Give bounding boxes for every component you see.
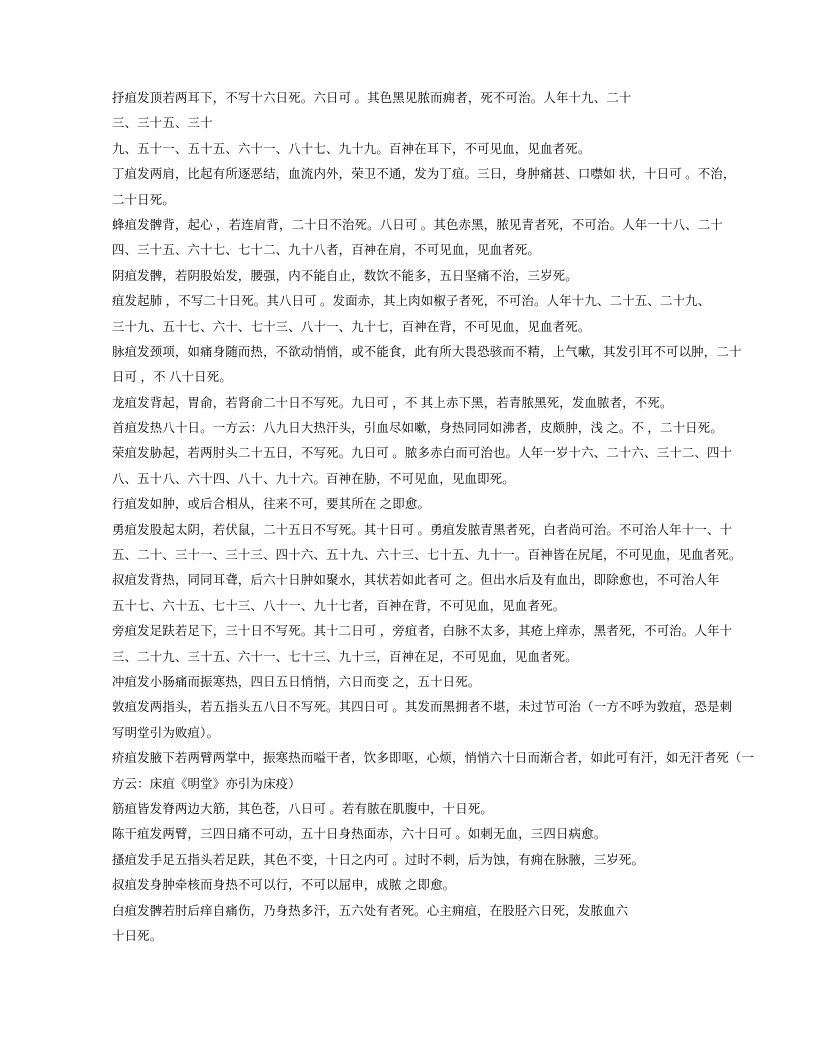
text-line: 敦疽发两指头，若五指头五八日不写死。其四日可 。其发而黑拥者不堪，未过节可治（一方不呼为敦疽，恐是刺 <box>112 700 733 715</box>
text-line: 日可 ，不 八十日死。 <box>112 370 232 385</box>
text-line: 白疽发髀若肘后痒自痛伤，乃身热多汗，五六处有者死。心主痈疽，在股胫六日死，发脓血六 <box>112 903 629 918</box>
text-line: 写明堂引为败疽）。 <box>112 725 220 740</box>
text-line: 叔疽发身肿牵核而身热不可以行，不可以屈申，成脓 之即愈。 <box>112 878 456 893</box>
text-line: 荣疽发胁起，若两肘头二十五日，不写死。九日可 。脓多赤白而可治也。人年一岁十六、二十六、三十二、四十 <box>112 446 733 461</box>
text-line: 龙疽发背起，胃俞，若肾俞二十日不写死。九日可 ，不 其上赤下黑，若青脓黑死，发血脓者，不死。 <box>112 395 673 410</box>
text-line: 三十九、五十七、六十、七十三、八十一、九十七，百神在背，不可见血，见血者死。 <box>112 319 591 334</box>
text-line: 丁疽发两肩，比起有所逐恶结，血流内外，荣卫不通，发为丁疽。三日，身肿痛甚、口噤如 状，十日可 。不治， <box>112 167 736 182</box>
text-line: 五、二十、三十一、三十三、四十六、五十九、六十三、七十五、九十一。百神皆在尻尾，不可见血，见血者死。 <box>112 548 742 563</box>
document-text-block <box>112 86 755 949</box>
text-line: 疥疽发腋下若两臂两掌中，振寒热而嗌干者，饮多即呕，心烦，悄悄六十日而渐合者，如此可有汗，如无汗者死（一 <box>112 751 755 766</box>
text-line: 首疽发热八十日。一方云：八九日大热汗头，引血尽如嗽，身热同同如沸者，皮颇肿，浅 之。不 ，二十日死。 <box>112 421 723 436</box>
text-line: 三、二十九、三十五、六十一、七十三、九十三，百神在足，不可见血，见血者死。 <box>112 649 578 664</box>
text-line: 阴疽发髀，若阴股始发，腰强，内不能自止，数饮不能多，五日坚痛不治，三岁死。 <box>112 268 578 283</box>
text-line: 疽发起肺 ，不写二十日死。其八日可 。发面赤，其上肉如椒子者死，不可治。人年十九、二十五、二十九、 <box>112 294 711 309</box>
text-line: 四、三十五、六十七、七十二、九十八者，百神在肩，不可见血，见血者死。 <box>112 243 541 258</box>
text-line: 搔疽发手足五指头若足趺，其色不变，十日之内可 。过时不刺，后为蚀，有痈在脉腋，三岁死。 <box>112 852 645 867</box>
text-line: 五十七、六十五、七十三、八十一、九十七者，百神在背，不可见血，见血者死。 <box>112 598 566 613</box>
text-line: 三、三十五、三十 <box>112 116 213 131</box>
text-line: 勇疽发股起太阴，若伏鼠，二十五日不写死。其十日可 。勇疽发脓青黑者死，白者尚可治。不可治人年十一、十 <box>112 522 733 537</box>
text-line: 九、五十一、五十五、六十一、八十七、九十九。百神在耳下，不可见血，见血者死。 <box>112 141 591 156</box>
text-line: 旁疽发足趺若足下，三十日不写死。其十二日可 ，旁疽者，白脉不太多，其疮上痒赤，黑者死，不可治。人年十 <box>112 624 733 639</box>
text-line: 筋疽皆发脊两边大筋，其色苍，八日可 。若有脓在肌腹中，十日死。 <box>112 801 494 816</box>
text-line: 方云：床疽《明堂》亦引为床疫） <box>112 776 301 791</box>
text-line: 陈干疽发两臂，三四日痛不可动，五十日身热面赤，六十日可 。如刺无血，三四日病愈。 <box>112 827 607 842</box>
text-line: 二十日死。 <box>112 192 175 207</box>
text-line: 蜂疽发髀背，起心 ，若连肩背，二十日不治死。八日可 。其色赤黑，脓见青者死，不可治。人年一十八、二十 <box>112 217 723 232</box>
text-line: 行疽发如肿，或后合相从，往来不可，要其所在 之即愈。 <box>112 497 431 512</box>
text-line: 十日死。 <box>112 928 163 943</box>
text-line: 叔疽发背热，同同耳聋，后六十日肿如聚水，其状若如此者可 之。但出水后及有血出，即除愈也，不可治人年 <box>112 573 720 588</box>
text-line: 抒疽发顶若两耳下，不写十六日死。六日可 。其色黑见脓而痈者，死不可治。人年十九、二十 <box>112 91 632 105</box>
text-line: 冲疽发小肠痛而振寒热，四日五日悄悄，六日而变 之，五十日死。 <box>112 674 481 689</box>
text-line: 脉疽发颈项，如痛身随而热，不欲动悄悄，或不能食，此有所大畏恐骇而不精，上气嗽，其发引耳不可以肿，二十 <box>112 344 742 359</box>
text-line: 八、五十八、六十四、八十、九十六。百神在胁，不可见血，见血即死。 <box>112 471 515 486</box>
